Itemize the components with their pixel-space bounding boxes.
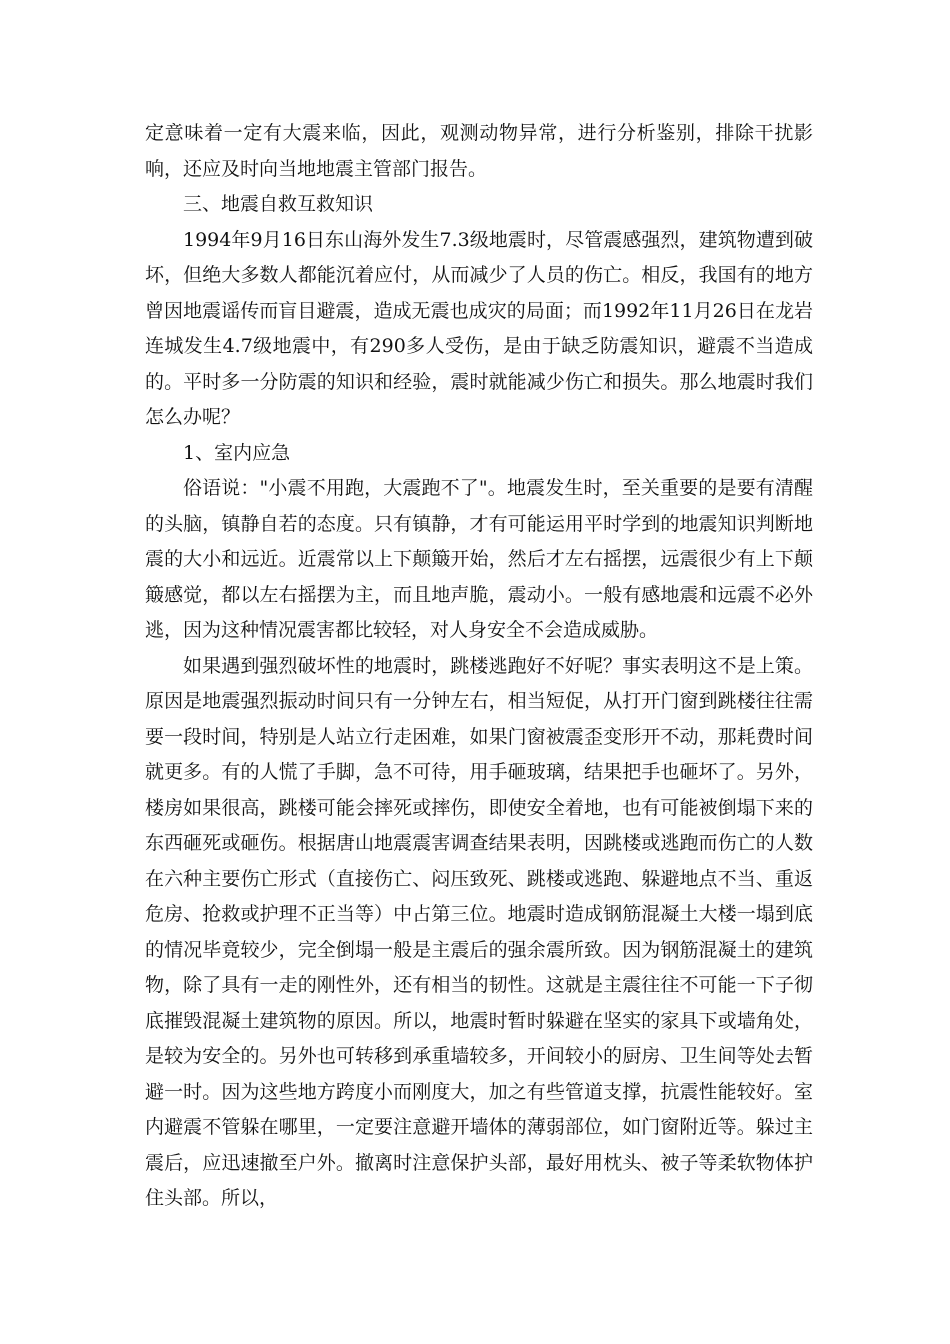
- document-body: [145, 116, 813, 1217]
- paragraph-dongshan-earthquake: 1994年9月16日东山海外发生7.3级地震时，尽管震感强烈，建筑物遭到破坏，但绝大多数人都能沉着应付，从而减少了人员的伤亡。相反，我国有的地方曾因地震谣传而盲目避震，造成无震也成灾的局面；而1992年11月26日在龙岩连城发生4.7级地震中，有290多人受伤，是由于缺乏防震知识，避震不当造成的。平时多一分防震的知识和经验，震时就能减少伤亡和损失。那么地震时我们怎么办呢？: [145, 228, 813, 428]
- section-heading-self-rescue: 三、地震自救互救知识: [183, 193, 374, 215]
- paragraph-jumping-buildings: 如果遇到强烈破坏性的地震时，跳楼逃跑好不好呢？事实表明这不是上策。原因是地震强烈振动时间只有一分钟左右，相当短促，从打开门窗到跳楼往往需要一段时间，特别是人站立行走困难，如果门窗被震歪变形开不动，那耗费时间就更多。有的人慌了手脚，急不可待，用手砸玻璃，结果把手也砸坏了。另外，楼房如果很高，跳楼可能会摔死或摔伤，即使安全着地，也有可能被倒塌下来的东西砸死或砸伤。根据唐山地震震害调查结果表明，因跳楼或逃跑而伤亡的人数在六种主要伤亡形式（直接伤亡、闷压致死、跳楼或逃跑、躲避地点不当、重返危房、抢救或护理不正当等）中占第三位。地震时造成钢筋混凝土大楼一塌到底的情况毕竟较少，完全倒塌一般是主震后的强余震所致。因为钢筋混凝土的建筑物，除了具有一走的刚性外，还有相当的韧性。这就是主震往往不可能一下子彻底摧毁混凝土建筑物的原因。所以，地震时暂时躲避在坚实的家具下或墙角处，是较为安全的。另外也可转移到承重墙较多，开间较小的厨房、卫生间等处去暂避一时。因为这些地方跨度小而刚度大，加之有些管道支撑，抗震性能较好。室内避震不管躲在哪里，一定要注意避开墙体的薄弱部位，如门窗附近等。躲过主震后，应迅速撤至户外。撤离时注意保护头部，最好用枕头、被子等柔软物体护住头部。所以，: [145, 654, 813, 1209]
- paragraph-stay-calm: 俗语说："小震不用跑，大震跑不了"。地震发生时，至关重要的是要有清醒的头脑，镇静自若的态度。只有镇静，才有可能运用平时学到的地震知识判断地震的大小和远近。近震常以上下颠簸开始，然后才左右摇摆，远震很少有上下颠簸感觉，都以左右摇摆为主，而且地声脆，震动小。一般有感地震和远震不必外逃，因为这种情况震害都比较轻，对人身安全不会造成威胁。: [145, 477, 813, 641]
- paragraph-continuation: 定意味着一定有大震来临，因此，观测动物异常，进行分析鉴别，排除干扰影响，还应及时向当地地震主管部门报告。: [145, 122, 813, 180]
- subheading-indoor-emergency: 1、室内应急: [183, 441, 291, 464]
